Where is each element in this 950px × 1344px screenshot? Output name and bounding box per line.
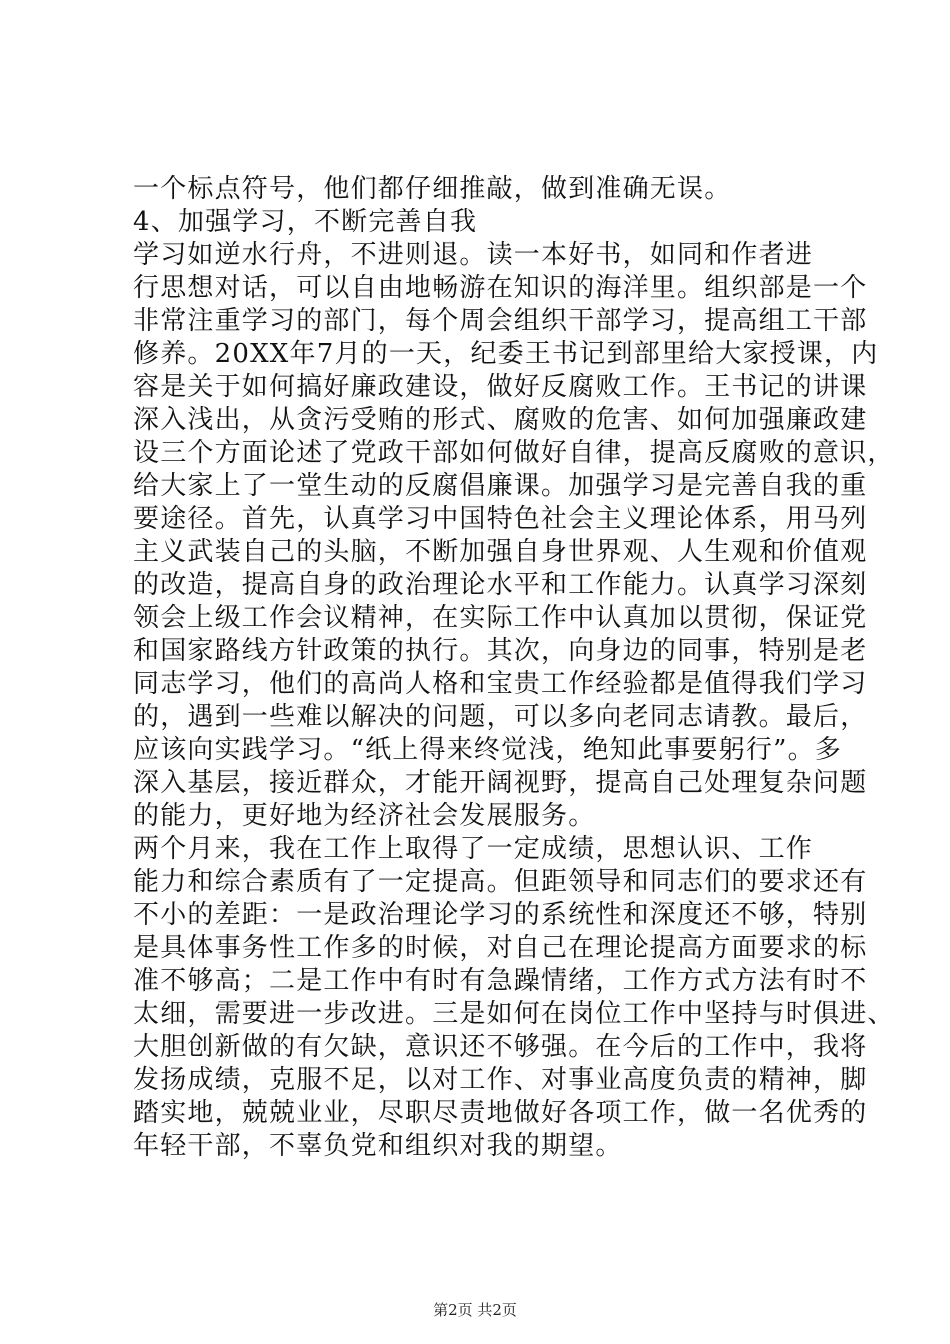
body-text-line: 发扬成绩，克服不足，以对工作、对事业高度负责的精神，脚 (133, 1065, 868, 1095)
body-text-line: 同志学习，他们的高尚人格和宝贵工作经验都是值得我们学习 (133, 669, 868, 699)
body-text-line: 准不够高；二是工作中有时有急躁情绪，工作方式方法有时不 (133, 966, 868, 996)
body-text-line: 要途径。首先，认真学习中国特色社会主义理论体系，用马列 (133, 504, 868, 534)
body-text-line: 主义武装自己的头脑，不断加强自身世界观、人生观和价值观 (133, 537, 868, 567)
body-text-line: 领会上级工作会议精神，在实际工作中认真加以贯彻，保证党 (133, 603, 868, 633)
body-text-line: 的，遇到一些难以解决的问题，可以多向老同志请教。最后， (133, 702, 868, 732)
body-text-line: 深入基层，接近群众，才能开阔视野，提高自己处理复杂问题 (133, 768, 868, 798)
body-text-line: 行思想对话，可以自由地畅游在知识的海洋里。组织部是一个 (133, 273, 868, 303)
body-text-line: 学习如逆水行舟，不进则退。读一本好书，如同和作者进 (133, 240, 814, 270)
body-text-line: 容是关于如何搞好廉政建设，做好反腐败工作。王书记的讲课 (133, 372, 868, 402)
body-text-line: 两个月来，我在工作上取得了一定成绩，思想认识、工作 (133, 834, 814, 864)
body-text-line: 大胆创新做的有欠缺，意识还不够强。在今后的工作中，我将 (133, 1032, 868, 1062)
body-text-line: 设三个方面论述了党政干部如何做好自律，提高反腐败的意识， (133, 438, 895, 468)
body-text-line: 踏实地，兢兢业业，尽职尽责地做好各项工作，做一名优秀的 (133, 1098, 868, 1128)
body-text-line: 的能力，更好地为经济社会发展服务。 (133, 801, 596, 831)
body-text-line: 给大家上了一堂生动的反腐倡廉课。加强学习是完善自我的重 (133, 471, 868, 501)
body-text-line: 非常注重学习的部门，每个周会组织干部学习，提高组工干部 (133, 306, 868, 336)
body-text-line: 年轻干部，不辜负党和组织对我的期望。 (133, 1131, 623, 1161)
section-heading: 4、加强学习，不断完善自我 (133, 207, 478, 237)
body-text-line: 修养。20XX年7月的一天，纪委王书记到部里给大家授课，内 (133, 339, 879, 369)
body-text-line: 的改造，提高自身的政治理论水平和工作能力。认真学习深刻 (133, 570, 868, 600)
body-text-line: 深入浅出，从贪污受贿的形式、腐败的危害、如何加强廉政建 (133, 405, 868, 435)
body-text-line: 和国家路线方针政策的执行。其次，向身边的同事，特别是老 (133, 636, 868, 666)
body-text-line: 一个标点符号，他们都仔细推敲，做到准确无误。 (133, 174, 732, 204)
body-text-line: 能力和综合素质有了一定提高。但距领导和同志们的要求还有 (133, 867, 868, 897)
body-text-line: 太细，需要进一步改进。三是如何在岗位工作中坚持与时俱进、 (133, 999, 895, 1029)
body-text-line: 不小的差距：一是政治理论学习的系统性和深度还不够，特别 (133, 900, 868, 930)
page-number-footer: 第2页 共2页 (433, 1301, 517, 1319)
body-text-line: 是具体事务性工作多的时候，对自己在理论提高方面要求的标 (133, 933, 868, 963)
body-text-line: 应该向实践学习。“纸上得来终觉浅，绝知此事要躬行”。多 (133, 735, 842, 765)
